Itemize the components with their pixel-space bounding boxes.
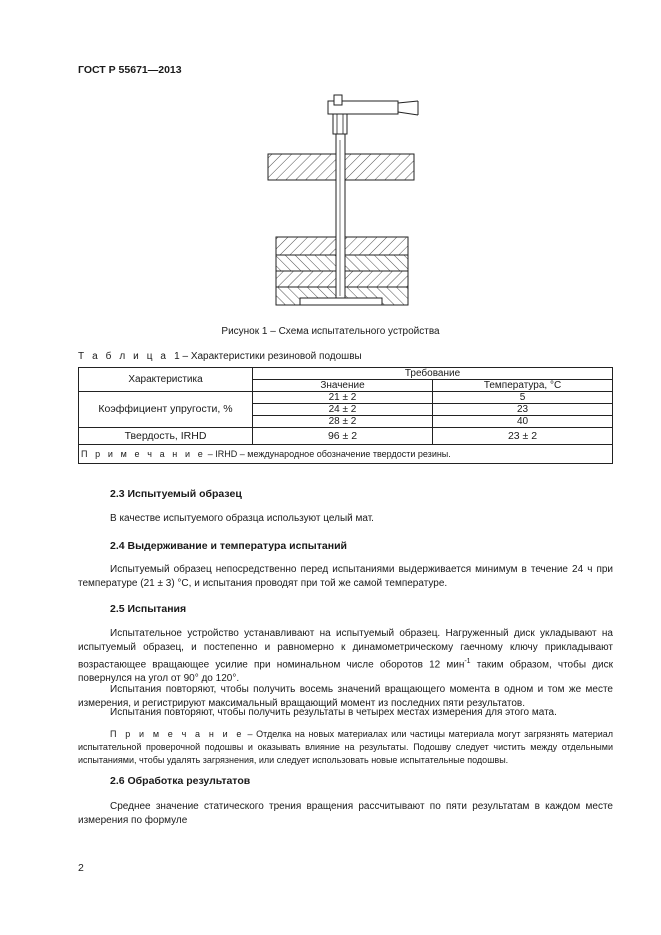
table-caption-prefix: Т а б л и ц а (78, 351, 169, 362)
section-heading-2-3: 2.3 Испытуемый образец (110, 488, 242, 500)
section-2-5-paragraph-3: Испытания повторяют, чтобы получить результаты в четырех местах измерения для этого мата. (110, 707, 557, 718)
table-cell: 96 ± 2 (253, 428, 433, 445)
table-note (79, 445, 613, 464)
table-cell: 23 (433, 404, 613, 416)
table-caption (78, 351, 362, 362)
section-heading-2-5: 2.5 Испытания (110, 603, 187, 615)
table-note-text: – IRHD – международное обозначение твердости резины. (205, 448, 451, 459)
table-cell: 23 ± 2 (433, 428, 613, 445)
col-characteristic: Характеристика (79, 368, 253, 392)
rubber-sole-table (78, 367, 613, 464)
note-prefix: П р и м е ч а н и е (110, 729, 244, 739)
table-cell: 24 ± 2 (253, 404, 433, 416)
col-temperature: Температура, °С (433, 380, 613, 392)
p1-text-a: Испытательное устройство устанавливают на испытуемый образец. Нагруженный диск укладывают на испытуемый образец, и постепенно и равномерно к динамометрическому гаечному ключу прикладывают возрастающее вращающее усилие при номинальном числе оборотов 12 мин (78, 628, 613, 671)
table-cell: 40 (433, 416, 613, 428)
section-2-5-paragraph-1 (78, 627, 613, 686)
table-cell: 5 (433, 392, 613, 404)
table-caption-text: 1 – Характеристики резиновой подошвы (174, 351, 362, 362)
section-heading-2-4: 2.4 Выдерживание и температура испытаний (110, 540, 347, 552)
p1-text-b: таким образом, чтобы диск повернулся на угол от 90° до 120°. (78, 659, 613, 685)
section-heading-2-6: 2.6 Обработка результатов (110, 775, 251, 787)
section-2-3-text: В качестве испытуемого образца используют целый мат. (110, 513, 374, 524)
section-2-6-text: Среднее значение статического трения вращения рассчитывают по пяти результатам в каждом месте измерения по формуле (78, 801, 613, 826)
col-requirement: Требование (253, 368, 613, 380)
table-cell: 28 ± 2 (253, 416, 433, 428)
shaft (336, 134, 345, 300)
figure-caption: Рисунок 1 – Схема испытательного устройства (221, 326, 440, 337)
section-2-4-text: Испытуемый образец непосредственно перед испытаниями выдерживается минимум в течение 24 ч при температуре (21 ± 3) °С, и испытания проводят при той же самой температуре. (78, 564, 613, 589)
p1-superscript: -1 (464, 658, 471, 665)
test-disk (300, 298, 382, 305)
document-header: ГОСТ Р 55671—2013 (78, 64, 182, 76)
table-cell: 21 ± 2 (253, 392, 433, 404)
test-device-figure (240, 88, 430, 308)
page-number: 2 (78, 862, 84, 874)
note-text: – Отделка на новых материалах или частицы материала могут загрязнять материал испытательной проверочной подошвы и оказывать влияние на результаты. Подошву следует чистить между отдельными испытаниями, чтобы удалять загрязнения, или следует использовать новые испытательные подошвы. (78, 729, 613, 765)
table-note-prefix: П р и м е ч а н и е (81, 448, 206, 459)
hardness-label: Твердость, IRHD (79, 428, 253, 445)
section-2-5-paragraph-2: Испытания повторяют, чтобы получить восемь значений вращающего момента в одном и том же месте измерения, и регистрируют максимальный вращающий момент из последних пяти результатов. (78, 684, 613, 709)
col-value: Значение (253, 380, 433, 392)
torque-wrench (328, 95, 418, 134)
elasticity-label: Коэффициент упругости, % (79, 392, 253, 428)
section-2-5-note (78, 728, 613, 767)
